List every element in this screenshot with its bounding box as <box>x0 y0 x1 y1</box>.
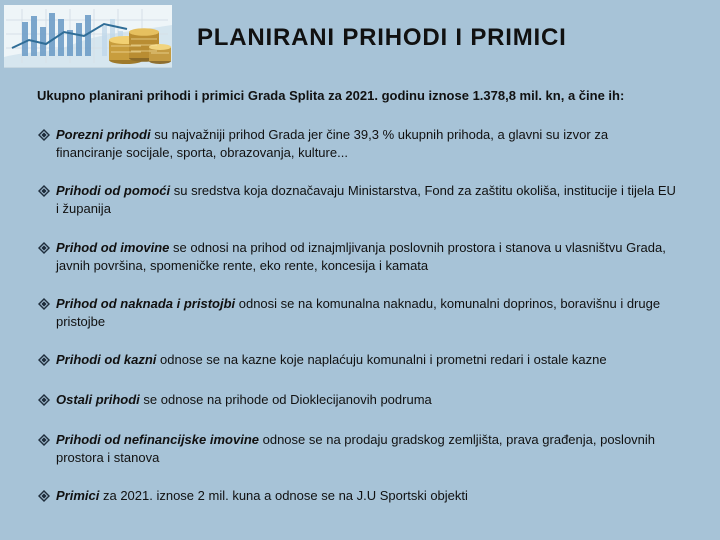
list-item-prihodi-od-kazni <box>37 351 677 369</box>
list-item-text <box>56 391 677 409</box>
list-item-text <box>56 351 677 369</box>
category-term: Porezni prihodi <box>56 127 151 142</box>
list-item-text <box>56 431 677 467</box>
list-item-text <box>56 295 677 331</box>
category-description: se odnose na prihode od Dioklecijanovih podruma <box>139 392 432 407</box>
diamond-bullet-icon <box>37 489 51 503</box>
intro-text: Ukupno planirani prihodi i primici Grada Splita za 2021. godinu iznose 1.378,8 mil. kn, a čine ih: <box>37 88 625 103</box>
list-item-prihod-od-imovine <box>37 239 677 275</box>
category-term: Prihodi od nefinancijske imovine <box>56 432 259 447</box>
list-item-text <box>56 487 677 505</box>
diamond-bullet-icon <box>37 241 51 255</box>
category-description: odnose se na prodaju gradskog zemljišta, prava građenja, poslovnih prostora i stanova <box>56 432 656 465</box>
list-item-ostali-prihodi <box>37 391 677 409</box>
category-term: Ostali prihodi <box>56 392 140 407</box>
diamond-bullet-icon <box>37 393 51 407</box>
diamond-bullet-icon <box>37 128 51 142</box>
page-title: PLANIRANI PRIHODI I PRIMICI <box>197 24 567 51</box>
list-item-porezni-prihodi <box>37 126 677 162</box>
category-description: su sredstva koja doznačavaju Ministarstva, Fond za zaštitu okoliša, institucije i tijela EU i županija <box>56 183 676 216</box>
category-description: odnose se na kazne koje naplaćuju komunalni i prometni redari i ostale kazne <box>156 352 607 367</box>
diamond-bullet-icon <box>37 353 51 367</box>
list-item-primici <box>37 487 677 505</box>
category-description: se odnosi na prihod od iznajmljivanja poslovnih prostora i stanova u vlasništvu Grada, javnih površina, spomeničke rente, eko rente, koncesija i kamata <box>56 240 666 273</box>
list-item-prihodi-od-pomoci <box>37 182 677 218</box>
diamond-bullet-icon <box>37 184 51 198</box>
category-term: Prihodi od pomoći <box>56 183 171 198</box>
list-item-text <box>56 126 677 162</box>
list-item-prihod-od-naknada <box>37 295 677 331</box>
list-item-text <box>56 182 677 218</box>
diamond-bullet-icon <box>37 297 51 311</box>
category-term: Primici <box>56 488 100 503</box>
category-term: Prihod od naknada i pristojbi <box>56 296 236 311</box>
list-item-prihodi-od-nefinancijske-imovine <box>37 431 677 467</box>
category-description: su najvažniji prihod Grada jer čine 39,3 % ukupnih prihoda, a glavni su izvor za financiranje socijale, sporta, obrazovanja, kulture... <box>56 127 609 160</box>
list-item-text <box>56 239 677 275</box>
category-description: za 2021. iznose 2 mil. kuna a odnose se na J.U Sportski objekti <box>99 488 468 503</box>
category-term: Prihod od imovine <box>56 240 170 255</box>
diamond-bullet-icon <box>37 433 51 447</box>
category-term: Prihodi od kazni <box>56 352 157 367</box>
category-description: odnosi se na komunalna naknadu, komunalni doprinos, boravišnu i druge pristojbe <box>56 296 661 329</box>
